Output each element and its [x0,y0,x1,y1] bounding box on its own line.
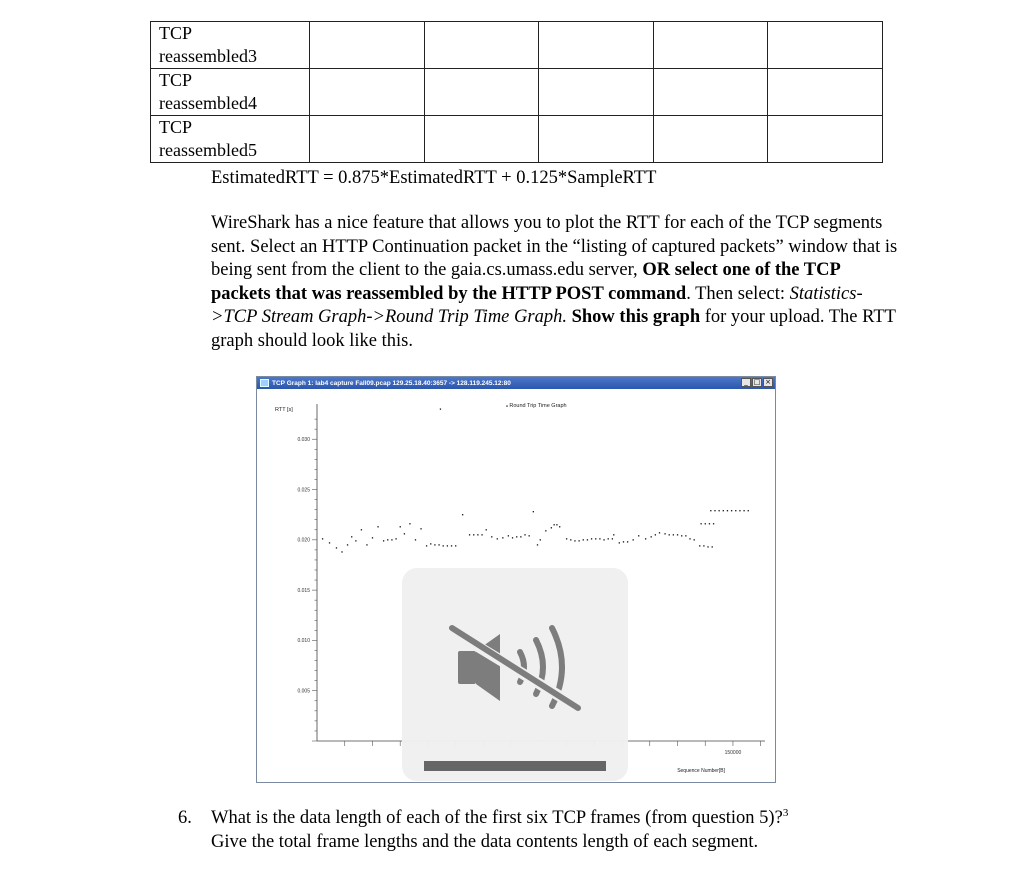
rtt-point [559,526,560,527]
rtt-point [420,528,421,529]
volume-bar [424,761,606,771]
rtt-point [623,541,624,542]
rtt-point [570,539,571,540]
rtt-point [638,535,639,536]
rtt-point [727,510,728,511]
rtt-point [699,545,700,546]
y-tick-label: 0.015 [297,587,310,594]
rtt-point [322,538,323,539]
footnote-marker: 3 [782,806,789,819]
rtt-table [150,21,883,163]
question-line1: What is the data length of each of the first six TCP frames (from question 5)? [211,808,783,828]
rtt-point [694,539,695,540]
rtt-point [391,539,392,540]
rtt-point [743,510,744,511]
y-tick-label: 0.025 [297,487,310,494]
rtt-point [603,539,604,540]
mute-overlay [402,568,628,781]
row-label-line1: TCP [159,70,193,90]
rtt-point [508,535,509,536]
table-cell [653,116,768,163]
x-tick-labels [725,750,742,756]
rtt-point [377,526,378,527]
x-tick-label: 150000 [724,750,742,756]
rtt-point [735,510,736,511]
rtt-point [677,534,678,535]
row-label-line1: TCP [159,117,193,137]
paragraph-bold: Show this graph [571,307,701,327]
rtt-point [700,523,701,524]
table-cell [424,22,539,69]
row-label-line1: TCP [159,23,193,43]
table-cell [653,69,768,116]
rtt-point [462,514,463,515]
rtt-point [545,530,546,531]
rtt-point [426,545,427,546]
paragraph-menu-path: Statistics->TCP Stream Graph->Round Trip Time Graph. [211,283,863,327]
table-row [151,22,883,69]
rtt-point [578,540,579,541]
window-controls [741,378,773,387]
table-cell [653,22,768,69]
table-cell [539,116,654,163]
rtt-point [714,510,715,511]
rtt-point [395,538,396,539]
rtt-point [645,538,646,539]
rtt-point [430,543,431,544]
window-titlebar [257,377,775,389]
rtt-point [520,536,521,537]
question-number: 6. [178,808,192,828]
rtt-point [512,537,513,538]
table-cell [310,69,425,116]
table-row [151,69,883,116]
rtt-point [613,534,614,535]
rtt-point [556,524,557,525]
y-axis-label: RTT [s] [275,407,293,413]
rtt-point [731,510,732,511]
rtt-point [524,534,525,535]
rtt-point [718,510,719,511]
rtt-point [415,539,416,540]
rtt-point [486,529,487,530]
rtt-point [713,523,714,524]
rtt-point [383,540,384,541]
rtt-point [477,534,478,535]
maximize-button[interactable]: □ [753,378,761,386]
close-button[interactable]: × [763,378,773,387]
rtt-point [608,538,609,539]
table-cell [424,69,539,116]
rtt-point [351,536,352,537]
rtt-point [591,538,592,539]
rtt-point [341,551,342,552]
window-title: TCP Graph 1: lab4 capture Fall09.pcap 129.25.18.40:3657 -> 128.119.245.12:80 [272,379,511,387]
rtt-point [633,539,634,540]
chart-title: Round Trip Time Graph [509,403,567,409]
rtt-point [655,534,656,535]
y-tick-label: 0.010 [297,638,310,645]
rtt-point [366,544,367,545]
x-axis-label: Sequence Number[B] [677,768,725,774]
rtt-point [529,535,530,536]
rtt-point [748,510,749,511]
rtt-point [739,510,740,511]
rtt-point [347,544,348,545]
table-cell [310,22,425,69]
speaker-muted-icon [402,568,628,758]
y-tick-label: 0.030 [297,437,310,444]
rtt-point [705,523,706,524]
row-label [151,116,310,163]
table-cell [768,22,883,69]
rtt-point [451,545,452,546]
wireshark-app-icon [260,379,269,387]
table-cell [539,22,654,69]
rtt-point [533,511,534,512]
rtt-point [469,534,470,535]
table-row [151,116,883,163]
rtt-point [707,546,708,547]
rtt-point [574,540,575,541]
rtt-point [329,542,330,543]
row-label [151,69,310,116]
rtt-point [481,534,482,535]
rtt-point [502,537,503,538]
rtt-point [438,544,439,545]
rtt-point [587,539,588,540]
rtt-point [491,536,492,537]
rtt-point [355,540,356,541]
rtt-point [673,534,674,535]
rtt-point [400,526,401,527]
rtt-point [723,510,724,511]
rtt-point [473,534,474,535]
minimize-button[interactable]: _ [741,378,751,387]
rtt-point [497,538,498,539]
rtt-point [685,535,686,536]
paragraph-text: . Then select: [686,283,790,304]
y-tick-label: 0.005 [297,688,310,695]
rtt-point [709,523,710,524]
rtt-point [566,538,567,539]
rtt-point [619,542,620,543]
rtt-point [710,510,711,511]
rtt-point [404,533,405,534]
rtt-point [703,545,704,546]
row-label [151,22,310,69]
rtt-point [443,545,444,546]
rtt-point [440,408,441,409]
row-label-line2: reassembled5 [159,140,257,160]
rtt-table-body [151,22,883,163]
rtt-point [537,544,538,545]
rtt-point [409,523,410,524]
rtt-point [651,536,652,537]
rtt-point [669,534,670,535]
rtt-point [372,537,373,538]
question-text [211,807,901,854]
row-label-line2: reassembled3 [159,46,257,66]
table-cell [539,69,654,116]
rtt-point [659,532,660,533]
rtt-point [689,538,690,539]
rtt-point [583,539,584,540]
table-cell [768,116,883,163]
question-line2: Give the total frame lengths and the data contents length of each segment. [211,831,759,852]
table-cell [424,116,539,163]
rtt-point [455,545,456,546]
paragraph-text: WireShark has a nice feature that allows you to plot the RTT for each of the TCP segments sent. Select an HTTP Continuation packet in the “listing of captured packets” window that is being sent from the client to the gaia.cs.umass.edu server, [211,213,898,280]
rtt-point [434,544,435,545]
rtt-point [595,538,596,539]
y-tick-labels [297,437,310,694]
table-cell [310,116,425,163]
rtt-point [612,538,613,539]
rtt-point [447,545,448,546]
y-tick-label: 0.020 [297,537,310,544]
rtt-point [664,533,665,534]
paragraph-text: for your upload. The RTT graph should look like this. [211,307,896,351]
rtt-point [506,405,507,406]
data-points [322,405,749,552]
rtt-point [361,529,362,530]
rtt-point [553,524,554,525]
rtt-point [387,539,388,540]
estimated-rtt-formula: EstimatedRTT = 0.875*EstimatedRTT + 0.125*SampleRTT [211,168,657,188]
table-cell [768,69,883,116]
paragraph-bold: OR select one of the TCP packets that was reassembled by the HTTP POST command [211,260,840,304]
rtt-point [336,547,337,548]
rtt-point [712,546,713,547]
rtt-point [599,538,600,539]
instructions-paragraph [211,212,901,353]
rtt-point [540,539,541,540]
row-label-line2: reassembled4 [159,93,257,113]
rtt-point [551,527,552,528]
rtt-point [516,536,517,537]
rtt-point [681,535,682,536]
rtt-point [627,541,628,542]
